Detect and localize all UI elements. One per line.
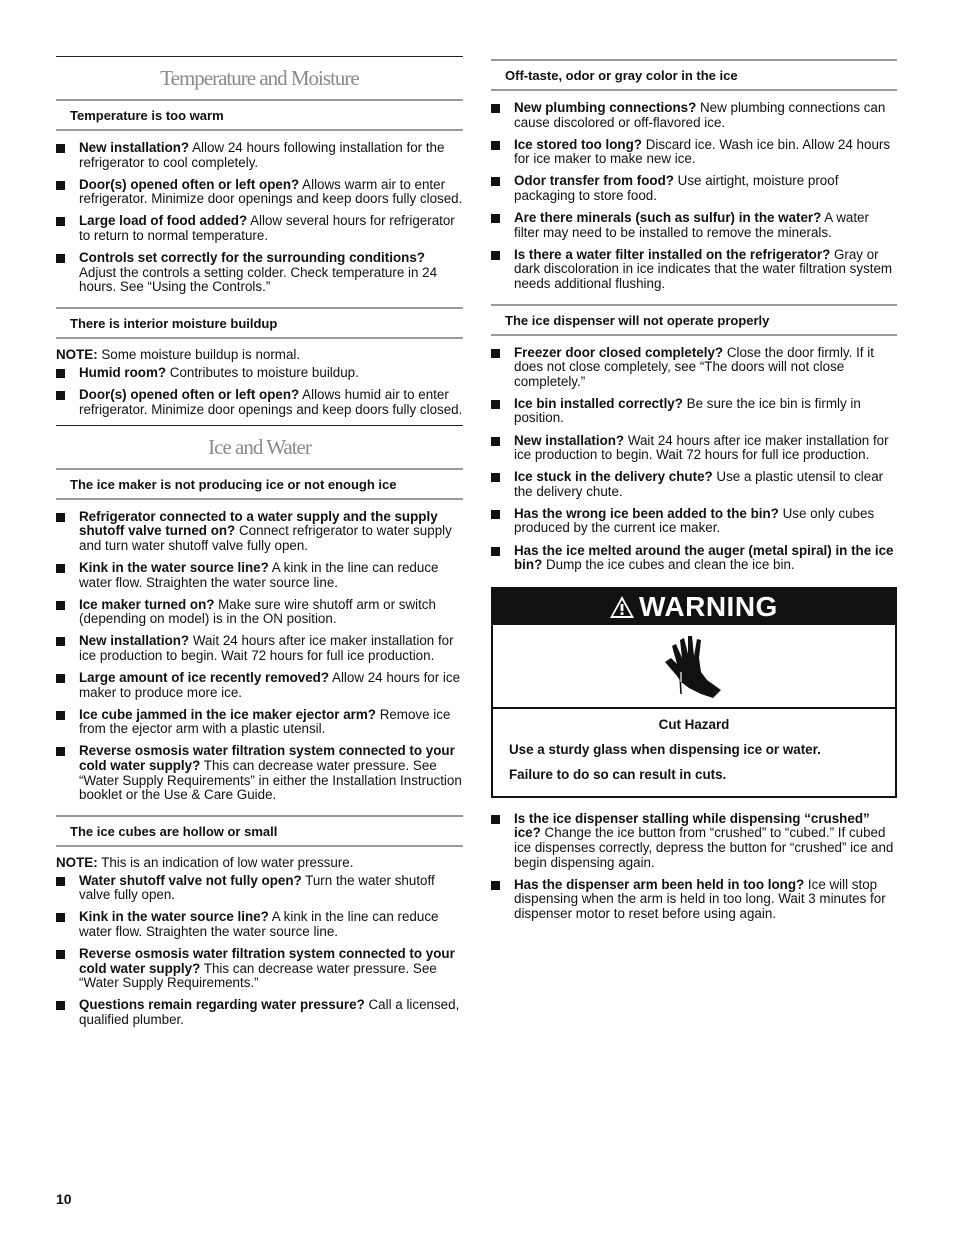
item-question: Kink in the water source line? <box>79 909 269 925</box>
item-answer: Use only cubes produced by the current ice maker. <box>514 505 875 536</box>
item-answer: New plumbing connections can cause discolored or off-flavored ice. <box>514 100 886 130</box>
bullet-square-icon <box>56 181 65 190</box>
list-hollow-cubes <box>56 874 463 1028</box>
list-item <box>56 366 463 381</box>
item-answer: A kink in the line can reduce water flow. Straighten the water source line. <box>79 559 439 590</box>
item-answer: A water filter may need to be installed to remove the minerals. <box>514 210 869 240</box>
item-question: Refrigerator connected to a water supply and the supply shutoff valve turned on? <box>79 508 438 539</box>
hazard-line-2: Failure to do so can result in cuts. <box>509 766 727 782</box>
item-question: Reverse osmosis water filtration system connected to your cold water supply? <box>79 743 455 773</box>
note-label: NOTE: <box>56 854 98 870</box>
item-question: Ice cube jammed in the ice maker ejector arm? <box>79 706 376 722</box>
item-answer: Ice will stop dispensing when the arm is held in too long. Wait 3 minutes for dispenser motor to reset before using again. <box>514 876 886 921</box>
bullet-square-icon <box>491 349 500 358</box>
hazard-text <box>493 709 895 796</box>
bullet-square-icon <box>491 214 500 223</box>
list-item <box>491 248 897 292</box>
item-question: Ice stuck in the delivery chute? <box>514 469 713 485</box>
item-answer: Contributes to moisture buildup. <box>166 364 359 380</box>
bullet-square-icon <box>56 217 65 226</box>
item-question: New installation? <box>79 633 190 649</box>
list-item <box>491 470 897 499</box>
bullet-square-icon <box>491 547 500 556</box>
cut-hand-icon <box>659 632 729 700</box>
list-item <box>56 874 463 903</box>
heading-hollow-cubes: The ice cubes are hollow or small <box>56 815 463 847</box>
bullet-square-icon <box>56 391 65 400</box>
bullet-square-icon <box>56 369 65 378</box>
list-item <box>491 507 897 536</box>
list-item <box>56 251 463 295</box>
list-dispenser-more <box>491 812 897 922</box>
item-answer: Change the ice button from “crushed” to “cubed.” If cubed ice dispenses correctly, depress the button for “crushed” ice and begin dispensing again. <box>514 825 894 870</box>
list-item <box>491 434 897 463</box>
section-title-ice-water: Ice and Water <box>56 425 463 468</box>
list-item <box>56 947 463 991</box>
item-answer: Allow 24 hours for ice maker to produce more ice. <box>79 669 461 700</box>
bullet-square-icon <box>56 637 65 646</box>
item-answer: Wait 24 hours after ice maker installation for ice production to begin. Wait 72 hours for full ice production. <box>514 432 889 463</box>
item-answer: Allows humid air to enter refrigerator. Minimize door openings and keep doors fully closed. <box>79 386 463 417</box>
heading-off-taste: Off-taste, odor or gray color in the ice <box>491 59 897 91</box>
item-answer: Turn the water shutoff valve fully open. <box>79 872 435 903</box>
list-item <box>491 812 897 870</box>
list-item <box>56 510 463 554</box>
item-question: Large load of food added? <box>79 213 248 229</box>
note-hollow <box>56 855 463 870</box>
bullet-square-icon <box>56 711 65 720</box>
item-answer: Discard ice. Wash ice bin. Allow 24 hours for ice maker to make new ice. <box>514 136 891 167</box>
list-item <box>491 544 897 573</box>
list-dispenser <box>491 346 897 573</box>
list-temperature-too-warm <box>56 141 463 295</box>
bullet-square-icon <box>56 950 65 959</box>
note-label: NOTE: <box>56 346 98 362</box>
item-question: Freezer door closed completely? <box>514 344 724 360</box>
item-question: Kink in the water source line? <box>79 559 269 575</box>
bullet-square-icon <box>56 564 65 573</box>
list-item <box>491 101 897 130</box>
bullet-square-icon <box>491 815 500 824</box>
item-answer: Dump the ice cubes and clean the ice bin. <box>542 557 795 573</box>
item-answer: This can decrease water pressure. See “Water Supply Requirements.” <box>79 960 437 991</box>
item-answer: Gray or dark discoloration in ice indicates that the water filtration system needs additional flushing. <box>514 246 893 291</box>
list-item <box>56 178 463 207</box>
bullet-square-icon <box>56 747 65 756</box>
item-question: Ice stored too long? <box>514 136 642 152</box>
list-item <box>56 388 463 417</box>
list-item <box>56 598 463 627</box>
list-item <box>56 141 463 170</box>
item-question: Large amount of ice recently removed? <box>79 669 330 685</box>
item-question: New installation? <box>79 140 190 155</box>
item-question: New plumbing connections? <box>514 100 697 115</box>
warning-triangle-icon <box>609 595 635 619</box>
list-ice-not-producing <box>56 510 463 803</box>
item-answer: Make sure wire shutoff arm or switch (depending on model) is in the ON position. <box>79 596 436 627</box>
item-question: Questions remain regarding water pressure? <box>79 997 365 1013</box>
right-column <box>491 59 897 929</box>
list-item <box>56 561 463 590</box>
warning-label: WARNING <box>639 590 778 622</box>
bullet-square-icon <box>56 601 65 610</box>
bullet-square-icon <box>56 144 65 153</box>
bullet-square-icon <box>491 400 500 409</box>
bullet-square-icon <box>491 177 500 186</box>
list-item <box>491 174 897 203</box>
bullet-square-icon <box>491 104 500 113</box>
item-answer: Use airtight, moisture proof packaging to store food. <box>514 173 839 203</box>
item-question: Are there minerals (such as sulfur) in the water? <box>514 210 822 226</box>
list-item <box>56 214 463 243</box>
item-question: Has the wrong ice been added to the bin? <box>514 505 779 521</box>
item-question: Is there a water filter installed on the refrigerator? <box>514 246 831 262</box>
item-question: Ice maker turned on? <box>79 596 215 612</box>
bullet-square-icon <box>56 254 65 263</box>
bullet-square-icon <box>56 513 65 522</box>
hazard-title: Cut Hazard <box>658 716 730 732</box>
item-answer: Call a licensed, qualified plumber. <box>79 997 460 1027</box>
bullet-square-icon <box>491 510 500 519</box>
list-moisture <box>56 366 463 417</box>
item-answer: This can decrease water pressure. See “Water Supply Requirements” in either the Installation Instruction booklet or the Use & Care Guide. <box>79 757 462 803</box>
heading-temperature-too-warm: Temperature is too warm <box>56 99 463 131</box>
bullet-square-icon <box>491 437 500 446</box>
item-question: Door(s) opened often or left open? <box>79 386 300 402</box>
heading-ice-not-producing: The ice maker is not producing ice or not enough ice <box>56 468 463 500</box>
bullet-square-icon <box>491 141 500 150</box>
note-text: Some moisture buildup is normal. <box>97 346 301 362</box>
item-question: Odor transfer from food? <box>514 173 674 189</box>
item-answer: Allow 24 hours following installation for the refrigerator to cool completely. <box>79 140 445 170</box>
bullet-square-icon <box>491 251 500 260</box>
list-item <box>491 878 897 922</box>
item-question: Is the ice dispenser stalling while dispensing “crushed” ice? <box>514 810 870 841</box>
heading-moisture-buildup: There is interior moisture buildup <box>56 307 463 339</box>
item-answer: Wait 24 hours after ice maker installation for ice production to begin. Wait 72 hours for full ice production. <box>79 633 454 663</box>
page-number: 10 <box>56 1191 72 1207</box>
hazard-line-1: Use a sturdy glass when dispensing ice or water. <box>509 741 821 757</box>
list-item <box>56 998 463 1027</box>
list-item <box>56 708 463 737</box>
item-question: Has the ice melted around the auger (metal spiral) in the ice bin? <box>514 542 894 573</box>
item-answer: Use a plastic utensil to clear the delivery chute. <box>514 469 884 499</box>
note-text: This is an indication of low water pressure. <box>97 854 354 870</box>
list-item <box>56 910 463 939</box>
left-column <box>56 56 463 1035</box>
list-item <box>491 397 897 426</box>
item-question: Ice bin installed correctly? <box>514 395 683 411</box>
warning-box <box>491 587 897 798</box>
note-moisture <box>56 347 463 362</box>
bullet-square-icon <box>56 1001 65 1010</box>
bullet-square-icon <box>491 473 500 482</box>
section-title-temperature: Temperature and Moisture <box>56 56 463 99</box>
list-off-taste <box>491 101 897 292</box>
item-question: Has the dispenser arm been held in too long? <box>514 876 805 892</box>
list-item <box>56 634 463 663</box>
bullet-square-icon <box>56 877 65 886</box>
list-item <box>491 346 897 390</box>
item-answer: Be sure the ice bin is firmly in position. <box>514 395 861 426</box>
item-answer: Allows warm air to enter refrigerator. Minimize door openings and keep doors fully closed. <box>79 176 463 207</box>
list-item <box>56 744 463 802</box>
list-item <box>491 211 897 240</box>
item-answer: Close the door firmly. If it does not close completely, see “The doors will not close completely.” <box>514 344 874 389</box>
item-answer: Connect refrigerator to water supply and turn water shutoff valve fully open. <box>79 523 452 553</box>
heading-dispenser: The ice dispenser will not operate properly <box>491 304 897 336</box>
list-item <box>491 138 897 167</box>
item-answer: A kink in the line can reduce water flow. Straighten the water source line. <box>79 909 439 939</box>
item-answer: Adjust the controls a setting colder. Check temperature in 24 hours. See “Using the Controls.” <box>79 264 438 295</box>
bullet-square-icon <box>56 913 65 922</box>
item-answer: Allow several hours for refrigerator to return to normal temperature. <box>79 213 455 243</box>
bullet-square-icon <box>56 674 65 683</box>
item-question: Door(s) opened often or left open? <box>79 176 300 192</box>
item-question: Water shutoff valve not fully open? <box>79 872 302 888</box>
list-item <box>56 671 463 700</box>
item-question: Controls set correctly for the surrounding conditions? <box>79 250 425 266</box>
bullet-square-icon <box>491 881 500 890</box>
item-question: Humid room? <box>79 364 167 380</box>
item-answer: Remove ice from the ejector arm with a plastic utensil. <box>79 706 451 737</box>
item-question: New installation? <box>514 432 625 448</box>
warning-bar <box>493 589 895 625</box>
hazard-picture <box>493 625 895 709</box>
item-question: Reverse osmosis water filtration system connected to your cold water supply? <box>79 946 455 976</box>
